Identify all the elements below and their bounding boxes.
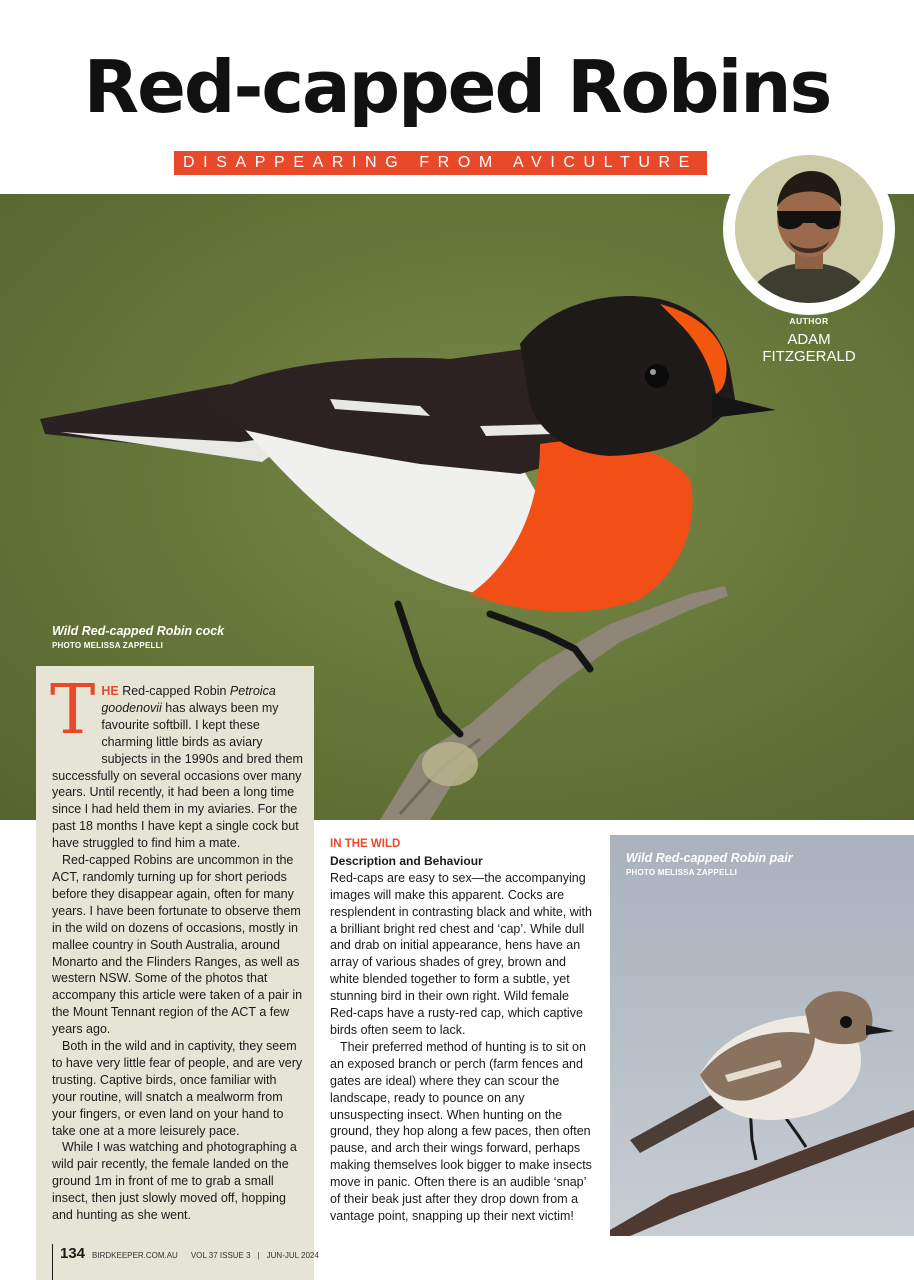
lead-in: HE [101, 684, 119, 698]
footer-issue: VOL 37 ISSUE 3 [190, 1251, 251, 1260]
head [520, 296, 735, 456]
author-avatar [735, 155, 883, 303]
intro-paragraph-2: Red-capped Robins are uncommon in the ACT, randomly turning up for short periods before they disappear again, often for many years. I have been fortunate to observe them in the wild on dozens of occasions, mostly in mallee country in South Australia, around Monarto and the Flinders Ranges, as well as western NSW. Some of the photos that accompany this article were taken of a pair in the Mount Tennant region of the ACT a few years ago. [52, 853, 303, 1037]
wild-paragraph-1: Red-caps are easy to sex—the accompanying images will make this apparent. Cocks are resplendent in contrasting black and white, with a brilliant bright red chest and ‘cap’. While dull and drab on initial appearance, hens have an array of various shades of grey, brown and white blended together to form a subtle, yet stunning bird in their own right. Wild female Red-caps have a rusty-red cap, which captive birds often seem to lack. [330, 870, 592, 1037]
intro-paragraph-1: THE Red-capped Robin Petroica goodenovii has always been my favourite softbill. I kept these charming little birds as aviary subjects in the 1990s and bred them successfully on several occasions over many years. Until recently, it had been a long time since I had held them in my aviaries. For the past 18 months I have kept a single cock but have struggled to find him a mate. [50, 671, 303, 851]
page-footer [52, 1245, 319, 1262]
dropcap: T [50, 671, 96, 750]
pair-caption-credit: PHOTO MELISSA ZAPPELLI [626, 868, 738, 877]
hero-caption [52, 624, 224, 650]
species-name: Petroica goodenovii [101, 684, 276, 715]
hero-caption-credit: PHOTO MELISSA ZAPPELLI [52, 641, 164, 650]
author-byline [752, 316, 866, 365]
intro-paragraph-4: While I was watching and photographing a wild pair recently, the female landed on the ground 1m in front of me to grab a small insect, then just slowly moved off, hopping and hunting as she went. [52, 1140, 297, 1223]
wild-paragraph-2: Their preferred method of hunting is to sit on an exposed branch or perch (farm fences and gates are ideal) where they can scour the landscape, ready to pounce on any unsuspecting insect. When hunting on the ground, they hop along a few paces, then often pause, and arch their wings forward, perhaps making themselves look bigger to make insects move in panic. Often there is an audible ‘snap’ of their beak just after they drop down from a vantage point, snapping up their next victim! [330, 1039, 592, 1223]
author-portrait [735, 155, 883, 303]
author-name-first: ADAM [787, 331, 831, 348]
author-tag: AUTHOR [789, 316, 829, 326]
intro-paragraph-3: Both in the wild and in captivity, they seem to have very little fear of people, and are very trusting. Captive birds, once familiar with your routine, will snatch a mealworm from your fingers, or even land on your hand to take one at a more leisurely pace. [52, 1039, 303, 1138]
footer-separator: | [257, 1251, 260, 1260]
pair-caption [626, 851, 793, 877]
section-label: IN THE WILD [330, 838, 401, 850]
subheading: Description and Behaviour [330, 853, 483, 868]
leg-front [398, 604, 460, 734]
article-subtitle: DISAPPEARING FROM AVICULTURE [174, 151, 707, 175]
head [805, 991, 873, 1044]
footer-date: JUN-JUL 2024 [266, 1251, 319, 1260]
page-number: 134 [60, 1245, 86, 1262]
article-title: Red-capped Robins [83, 45, 831, 129]
eye [840, 1016, 852, 1028]
author-portrait-frame [723, 143, 895, 315]
robin-hen-illustration [610, 835, 914, 1236]
beak [866, 1025, 894, 1035]
author-name-last: FITZGERALD [762, 348, 856, 365]
intro-column [36, 666, 314, 1280]
hero-caption-title: Wild Red-capped Robin cock [52, 624, 225, 638]
eye [645, 364, 669, 388]
in-the-wild-column [330, 836, 595, 1225]
pair-caption-title: Wild Red-capped Robin pair [626, 851, 793, 865]
footer-site: BIRDKEEPER.COM.AU [92, 1251, 178, 1260]
beak [712, 394, 776, 418]
pair-photo [610, 835, 914, 1236]
intro-text [50, 671, 304, 1224]
